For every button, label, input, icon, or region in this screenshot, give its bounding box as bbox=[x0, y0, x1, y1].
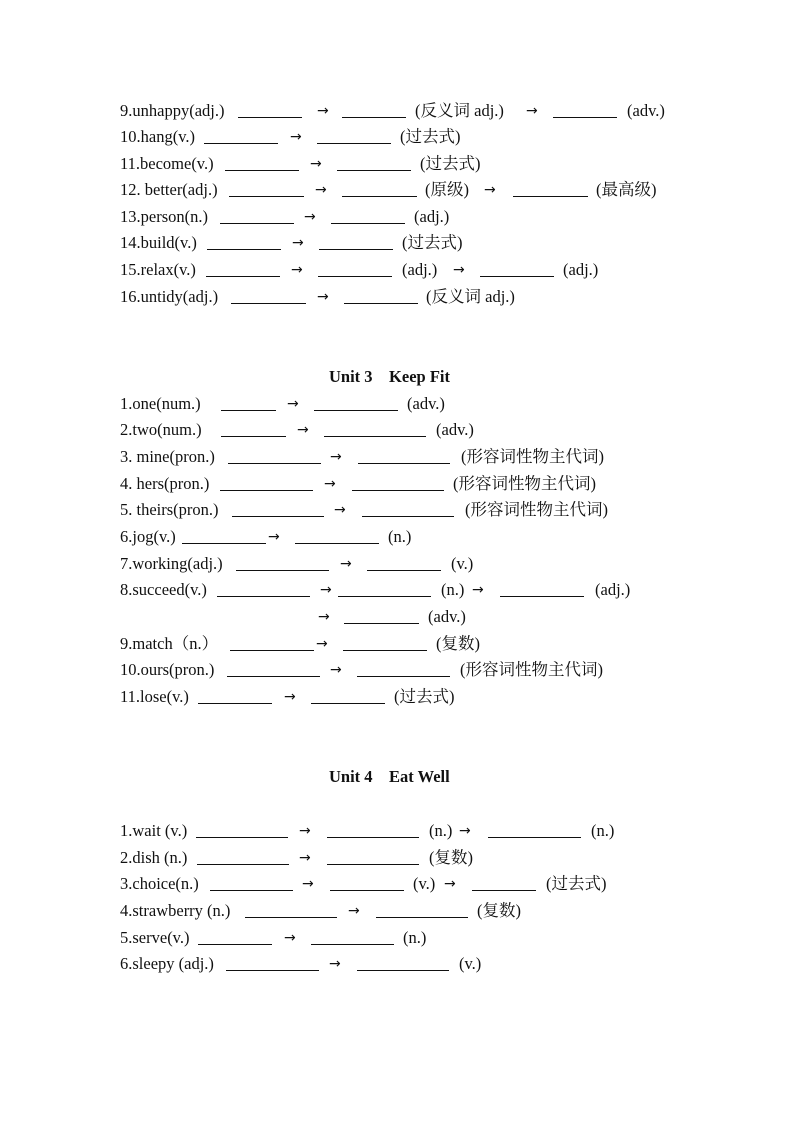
form-hint: (过去式) bbox=[546, 874, 607, 893]
answer-blank[interactable] bbox=[220, 490, 313, 491]
arrow-icon: → bbox=[310, 156, 322, 172]
exercise-row bbox=[0, 819, 793, 843]
word-prompt: 9.unhappy(adj.) bbox=[120, 101, 225, 120]
exercise-row bbox=[0, 285, 793, 309]
answer-blank[interactable] bbox=[225, 170, 299, 171]
arrow-icon: → bbox=[304, 209, 316, 225]
answer-blank[interactable] bbox=[311, 944, 394, 945]
arrow-icon: → bbox=[320, 582, 332, 598]
exercise-row bbox=[0, 685, 793, 709]
form-hint: (过去式) bbox=[394, 687, 455, 706]
answer-blank[interactable] bbox=[376, 917, 468, 918]
answer-blank[interactable] bbox=[245, 917, 337, 918]
exercise-row bbox=[0, 392, 793, 416]
arrow-icon: → bbox=[302, 876, 314, 892]
answer-blank[interactable] bbox=[236, 570, 329, 571]
answer-blank[interactable] bbox=[357, 676, 450, 677]
form-hint: (adj.) bbox=[402, 260, 438, 279]
word-prompt: 10.hang(v.) bbox=[120, 127, 195, 146]
arrow-icon: → bbox=[330, 449, 342, 465]
exercise-row bbox=[0, 445, 793, 469]
answer-blank[interactable] bbox=[344, 623, 419, 624]
answer-blank[interactable] bbox=[472, 890, 536, 891]
word-prompt: 9.match（n.） bbox=[120, 634, 219, 653]
form-hint: (过去式) bbox=[402, 233, 463, 252]
answer-blank[interactable] bbox=[227, 676, 320, 677]
answer-blank[interactable] bbox=[311, 703, 385, 704]
arrow-icon: → bbox=[334, 502, 346, 518]
answer-blank[interactable] bbox=[330, 890, 404, 891]
answer-blank[interactable] bbox=[221, 436, 286, 437]
arrow-icon: → bbox=[299, 823, 311, 839]
word-prompt: 2.dish (n.) bbox=[120, 848, 188, 867]
form-hint: (最高级) bbox=[596, 180, 657, 199]
answer-blank[interactable] bbox=[220, 223, 294, 224]
form-hint: (n.) bbox=[441, 580, 465, 599]
exercise-row bbox=[0, 578, 793, 602]
exercise-row bbox=[0, 872, 793, 896]
arrow-icon: → bbox=[316, 636, 328, 652]
answer-blank[interactable] bbox=[229, 196, 304, 197]
exercise-row bbox=[0, 605, 793, 629]
arrow-icon: → bbox=[284, 689, 296, 705]
answer-blank[interactable] bbox=[238, 117, 302, 118]
arrow-icon: → bbox=[324, 476, 336, 492]
answer-blank[interactable] bbox=[232, 516, 324, 517]
form-hint: (n.) bbox=[429, 821, 453, 840]
form-hint: (adj.) bbox=[563, 260, 599, 279]
answer-blank[interactable] bbox=[197, 864, 289, 865]
answer-blank[interactable] bbox=[367, 570, 441, 571]
arrow-icon: → bbox=[299, 850, 311, 866]
answer-blank[interactable] bbox=[362, 516, 454, 517]
answer-blank[interactable] bbox=[358, 463, 450, 464]
form-hint: (形容词性物主代词) bbox=[461, 447, 604, 466]
form-hint: (adv.) bbox=[436, 420, 474, 439]
word-prompt: 15.relax(v.) bbox=[120, 260, 196, 279]
word-prompt: 6.jog(v.) bbox=[120, 527, 176, 546]
arrow-icon: → bbox=[453, 262, 465, 278]
arrow-icon: → bbox=[317, 103, 329, 119]
arrow-icon: → bbox=[268, 529, 280, 545]
word-prompt: 3. mine(pron.) bbox=[120, 447, 215, 466]
form-hint: (n.) bbox=[388, 527, 412, 546]
form-hint: (adj.) bbox=[414, 207, 450, 226]
form-hint: (复数) bbox=[436, 634, 480, 653]
form-hint: (v.) bbox=[459, 954, 482, 973]
word-prompt: 5. theirs(pron.) bbox=[120, 500, 219, 519]
answer-blank[interactable] bbox=[230, 650, 314, 651]
answer-blank[interactable] bbox=[327, 837, 419, 838]
answer-blank[interactable] bbox=[217, 596, 310, 597]
form-hint: (复数) bbox=[477, 901, 521, 920]
form-hint: (形容词性物主代词) bbox=[460, 660, 603, 679]
answer-blank[interactable] bbox=[207, 249, 281, 250]
answer-blank[interactable] bbox=[231, 303, 306, 304]
word-prompt: 16.untidy(adj.) bbox=[120, 287, 219, 306]
answer-blank[interactable] bbox=[318, 276, 392, 277]
word-prompt: 14.build(v.) bbox=[120, 233, 197, 252]
arrow-icon: → bbox=[297, 422, 309, 438]
answer-blank[interactable] bbox=[553, 117, 617, 118]
exercise-row bbox=[0, 205, 793, 229]
arrow-icon: → bbox=[290, 129, 302, 145]
exercise-row bbox=[0, 552, 793, 576]
exercise-row bbox=[0, 472, 793, 496]
word-prompt: 4. hers(pron.) bbox=[120, 474, 210, 493]
exercise-row bbox=[0, 658, 793, 682]
word-prompt: 5.serve(v.) bbox=[120, 928, 190, 947]
arrow-icon: → bbox=[484, 182, 496, 198]
form-hint: (形容词性物主代词) bbox=[465, 500, 608, 519]
form-hint: (反义词 adj.) bbox=[426, 287, 515, 306]
word-prompt: 8.succeed(v.) bbox=[120, 580, 207, 599]
answer-blank[interactable] bbox=[344, 303, 418, 304]
answer-blank[interactable] bbox=[343, 650, 427, 651]
exercise-row bbox=[0, 178, 793, 202]
answer-blank[interactable] bbox=[204, 143, 278, 144]
arrow-icon: → bbox=[291, 262, 303, 278]
answer-blank[interactable] bbox=[324, 436, 426, 437]
answer-blank[interactable] bbox=[317, 143, 391, 144]
arrow-icon: → bbox=[315, 182, 327, 198]
answer-blank[interactable] bbox=[327, 864, 419, 865]
answer-blank[interactable] bbox=[206, 276, 280, 277]
answer-blank[interactable] bbox=[352, 490, 444, 491]
form-hint: (原级) bbox=[425, 180, 469, 199]
form-hint: (adv.) bbox=[407, 394, 445, 413]
form-hint: (n.) bbox=[403, 928, 427, 947]
form-hint: (adv.) bbox=[627, 101, 665, 120]
arrow-icon: → bbox=[287, 396, 299, 412]
arrow-icon: → bbox=[459, 823, 471, 839]
answer-blank[interactable] bbox=[198, 944, 272, 945]
form-hint: (v.) bbox=[413, 874, 436, 893]
answer-blank[interactable] bbox=[331, 223, 405, 224]
word-prompt: 10.ours(pron.) bbox=[120, 660, 215, 679]
answer-blank[interactable] bbox=[196, 837, 288, 838]
exercise-row bbox=[0, 152, 793, 176]
form-hint: (反义词 adj.) bbox=[415, 101, 504, 120]
unit4-title: Unit 4 Eat Well bbox=[329, 767, 450, 786]
answer-blank[interactable] bbox=[480, 276, 554, 277]
arrow-icon: → bbox=[329, 956, 341, 972]
answer-blank[interactable] bbox=[314, 410, 398, 411]
form-hint: (过去式) bbox=[420, 154, 481, 173]
exercise-row bbox=[0, 632, 793, 656]
word-prompt: 7.working(adj.) bbox=[120, 554, 223, 573]
answer-blank[interactable] bbox=[500, 596, 584, 597]
exercise-row bbox=[0, 498, 793, 522]
exercise-row bbox=[0, 899, 793, 923]
arrow-icon: → bbox=[284, 930, 296, 946]
answer-blank[interactable] bbox=[319, 249, 393, 250]
exercise-row bbox=[0, 99, 793, 123]
exercise-row bbox=[0, 258, 793, 282]
exercise-row bbox=[0, 952, 793, 976]
arrow-icon: → bbox=[526, 103, 538, 119]
answer-blank[interactable] bbox=[228, 463, 321, 464]
form-hint: (复数) bbox=[429, 848, 473, 867]
answer-blank[interactable] bbox=[182, 543, 266, 544]
answer-blank[interactable] bbox=[226, 970, 319, 971]
unit3-title: Unit 3 Keep Fit bbox=[329, 367, 450, 386]
form-hint: (adv.) bbox=[428, 607, 466, 626]
exercise-row bbox=[0, 231, 793, 255]
arrow-icon: → bbox=[472, 582, 484, 598]
exercise-row bbox=[0, 125, 793, 149]
exercise-row bbox=[0, 418, 793, 442]
word-prompt: 2.two(num.) bbox=[120, 420, 202, 439]
arrow-icon: → bbox=[348, 903, 360, 919]
answer-blank[interactable] bbox=[210, 890, 293, 891]
exercise-row bbox=[0, 846, 793, 870]
form-hint: (v.) bbox=[451, 554, 474, 573]
form-hint: (过去式) bbox=[400, 127, 461, 146]
exercise-row bbox=[0, 926, 793, 950]
arrow-icon: → bbox=[317, 289, 329, 305]
word-prompt: 11.become(v.) bbox=[120, 154, 214, 173]
word-prompt: 6.sleepy (adj.) bbox=[120, 954, 214, 973]
answer-blank[interactable] bbox=[338, 596, 431, 597]
answer-blank[interactable] bbox=[488, 837, 581, 838]
word-prompt: 12. better(adj.) bbox=[120, 180, 218, 199]
arrow-icon: → bbox=[318, 609, 330, 625]
answer-blank[interactable] bbox=[337, 170, 411, 171]
answer-blank[interactable] bbox=[513, 196, 588, 197]
answer-blank[interactable] bbox=[342, 117, 406, 118]
form-hint: (n.) bbox=[591, 821, 615, 840]
answer-blank[interactable] bbox=[221, 410, 276, 411]
answer-blank[interactable] bbox=[357, 970, 449, 971]
arrow-icon: → bbox=[330, 662, 342, 678]
arrow-icon: → bbox=[444, 876, 456, 892]
word-prompt: 11.lose(v.) bbox=[120, 687, 189, 706]
word-prompt: 1.one(num.) bbox=[120, 394, 201, 413]
word-prompt: 4.strawberry (n.) bbox=[120, 901, 231, 920]
word-prompt: 13.person(n.) bbox=[120, 207, 208, 226]
answer-blank[interactable] bbox=[198, 703, 272, 704]
answer-blank[interactable] bbox=[342, 196, 417, 197]
answer-blank[interactable] bbox=[295, 543, 379, 544]
word-prompt: 3.choice(n.) bbox=[120, 874, 199, 893]
form-hint: (形容词性物主代词) bbox=[453, 474, 596, 493]
form-hint: (adj.) bbox=[595, 580, 631, 599]
arrow-icon: → bbox=[340, 556, 352, 572]
word-prompt: 1.wait (v.) bbox=[120, 821, 188, 840]
arrow-icon: → bbox=[292, 235, 304, 251]
exercise-row bbox=[0, 525, 793, 549]
